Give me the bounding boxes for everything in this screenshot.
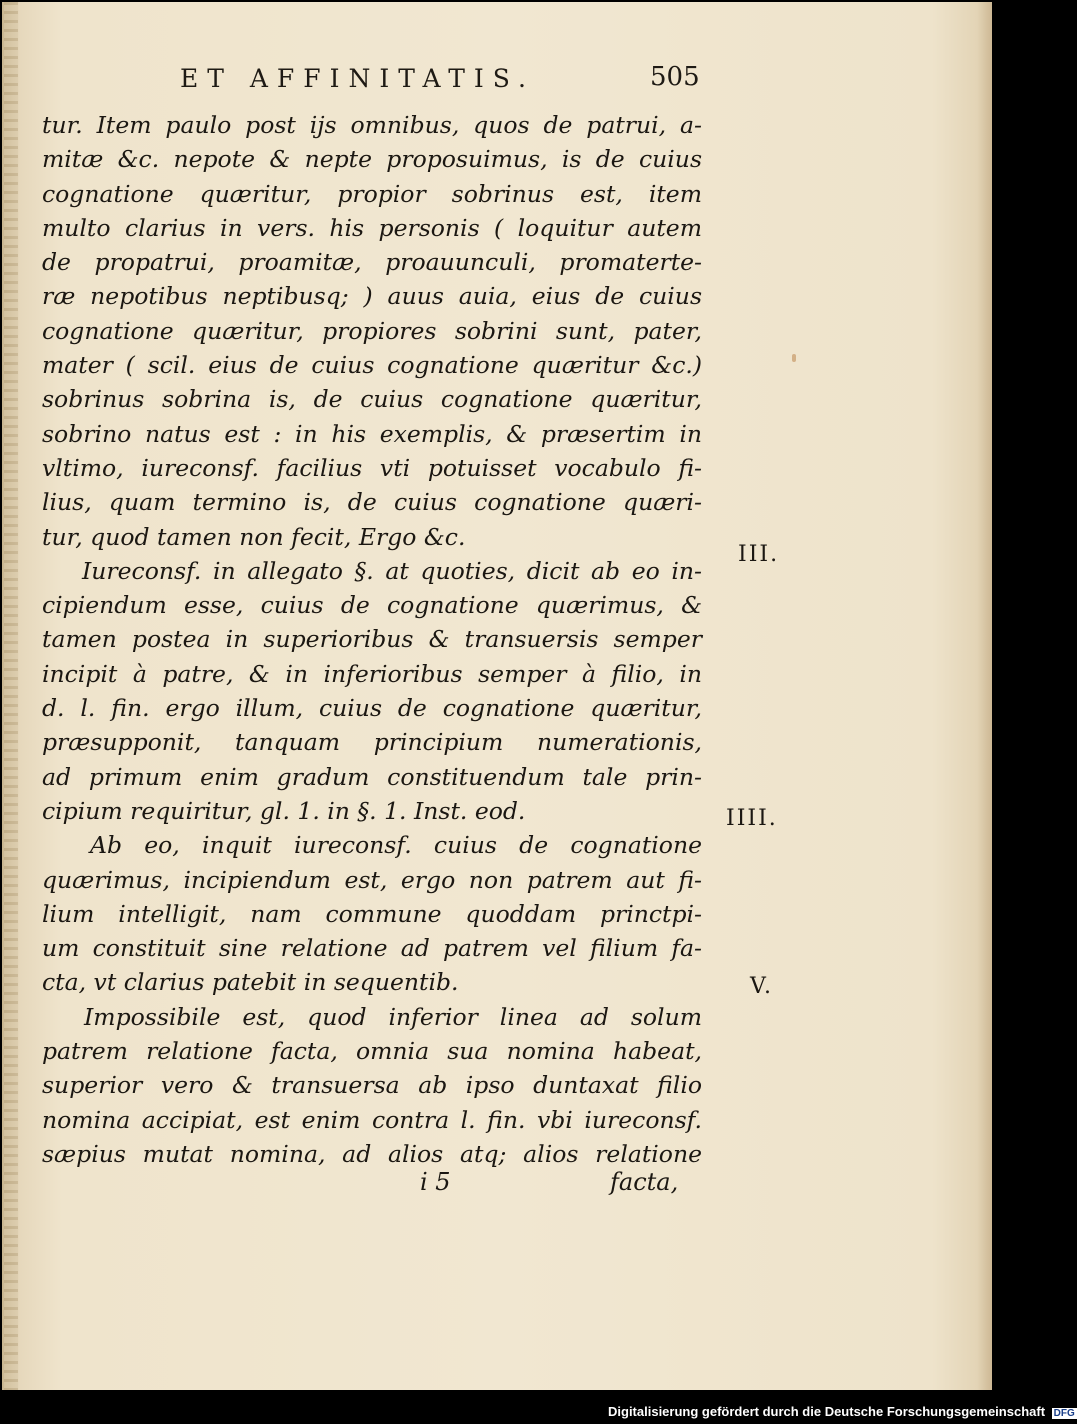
margin-note-iii: III. xyxy=(738,542,780,567)
text-line: cipiendum esse, cuius de cognatione quærimus, & xyxy=(42,591,702,620)
text-line: multo clarius in vers. his personis ( loquitur autem xyxy=(42,213,702,242)
text-line: Iureconsf. in allegato §. at quoties, dicit ab eo in- xyxy=(82,556,702,585)
text-line: tamen postea in superioribus & transuersis semper xyxy=(42,625,702,654)
text-line: lius, quam termino is, de cuius cognatione quæri- xyxy=(42,488,702,517)
text-line: nomina accipiat, est enim contra l. fin. vbi iureconsf. xyxy=(42,1105,702,1134)
text-line: superior vero & transuersa ab ipso duntaxat filio xyxy=(42,1071,702,1100)
text-line: d. l. fin. ergo illum, cuius de cognatione quæritur, xyxy=(42,694,702,723)
margin-note-iiii: IIII. xyxy=(726,806,778,831)
text-line: sobrino natus est : in his exemplis, & præsertim in xyxy=(42,419,702,448)
page-number: 505 xyxy=(650,62,700,92)
text-line: vltimo, iureconsf. facilius vti potuisset vocabulo fi- xyxy=(42,453,702,482)
text-line: cipium requiritur, gl. 1. in §. 1. Inst. eod. xyxy=(42,796,526,825)
digitization-credit xyxy=(608,1404,1077,1419)
signature-mark: i 5 xyxy=(420,1168,451,1196)
text-line: mitæ &c. nepote & nepte proposuimus, is de cuius xyxy=(42,145,702,174)
text-line: cognatione quæritur, propior sobrinus est, item xyxy=(42,179,702,208)
text-line: patrem relatione facta, omnia sua nomina habeat, xyxy=(42,1037,702,1066)
catchword: facta, xyxy=(610,1168,679,1196)
body-text xyxy=(42,108,702,1171)
text-line: tur, quod tamen non fecit, Ergo &c. xyxy=(42,522,466,551)
text-line: Impossibile est, quod inferior linea ad solum xyxy=(84,1002,702,1031)
text-line: Ab eo, inquit iureconsf. cuius de cognatione xyxy=(90,831,702,860)
running-title: ET AFFINITATIS. xyxy=(180,64,535,93)
ink-spot xyxy=(792,354,796,362)
text-line: lium intelligit, nam commune quoddam princtpi- xyxy=(42,899,702,928)
text-line: præsupponit, tanquam principium numerationis, xyxy=(42,728,702,757)
text-line: cta, vt clarius patebit in sequentib. xyxy=(42,968,459,997)
text-line: tur. Item paulo post ijs omnibus, quos de patrui, a- xyxy=(42,111,702,139)
dfg-logo: DFG xyxy=(1053,1408,1075,1419)
margin-note-v: V. xyxy=(750,974,774,999)
text-line: um constituit sine relatione ad patrem vel filium fa- xyxy=(42,934,702,963)
text-line: de propatrui, proamitæ, proauunculi, promaterte- xyxy=(42,248,702,277)
text-line: ræ nepotibus neptibusq; ) auus auia, eius de cuius xyxy=(42,282,702,311)
text-line: sæpius mutat nomina, ad alios atq; alios relatione xyxy=(42,1139,702,1168)
text-line: cognatione quæritur, propiores sobrini sunt, pater, xyxy=(42,316,702,345)
credit-text: Digitalisierung gefördert durch die Deutsche Forschungsgemeinschaft xyxy=(608,1404,1046,1419)
text-line: quærimus, incipiendum est, ergo non patrem aut fi- xyxy=(42,865,702,894)
binding-edge xyxy=(4,2,18,1390)
text-line: mater ( scil. eius de cuius cognatione quæritur &c.) xyxy=(42,351,702,380)
book-page xyxy=(2,2,992,1390)
text-line: ad primum enim gradum constituendum tale prin- xyxy=(42,762,702,791)
text-line: sobrinus sobrina is, de cuius cognatione quæritur, xyxy=(42,385,702,414)
text-line: incipit à patre, & in inferioribus semper à filio, in xyxy=(42,659,702,688)
